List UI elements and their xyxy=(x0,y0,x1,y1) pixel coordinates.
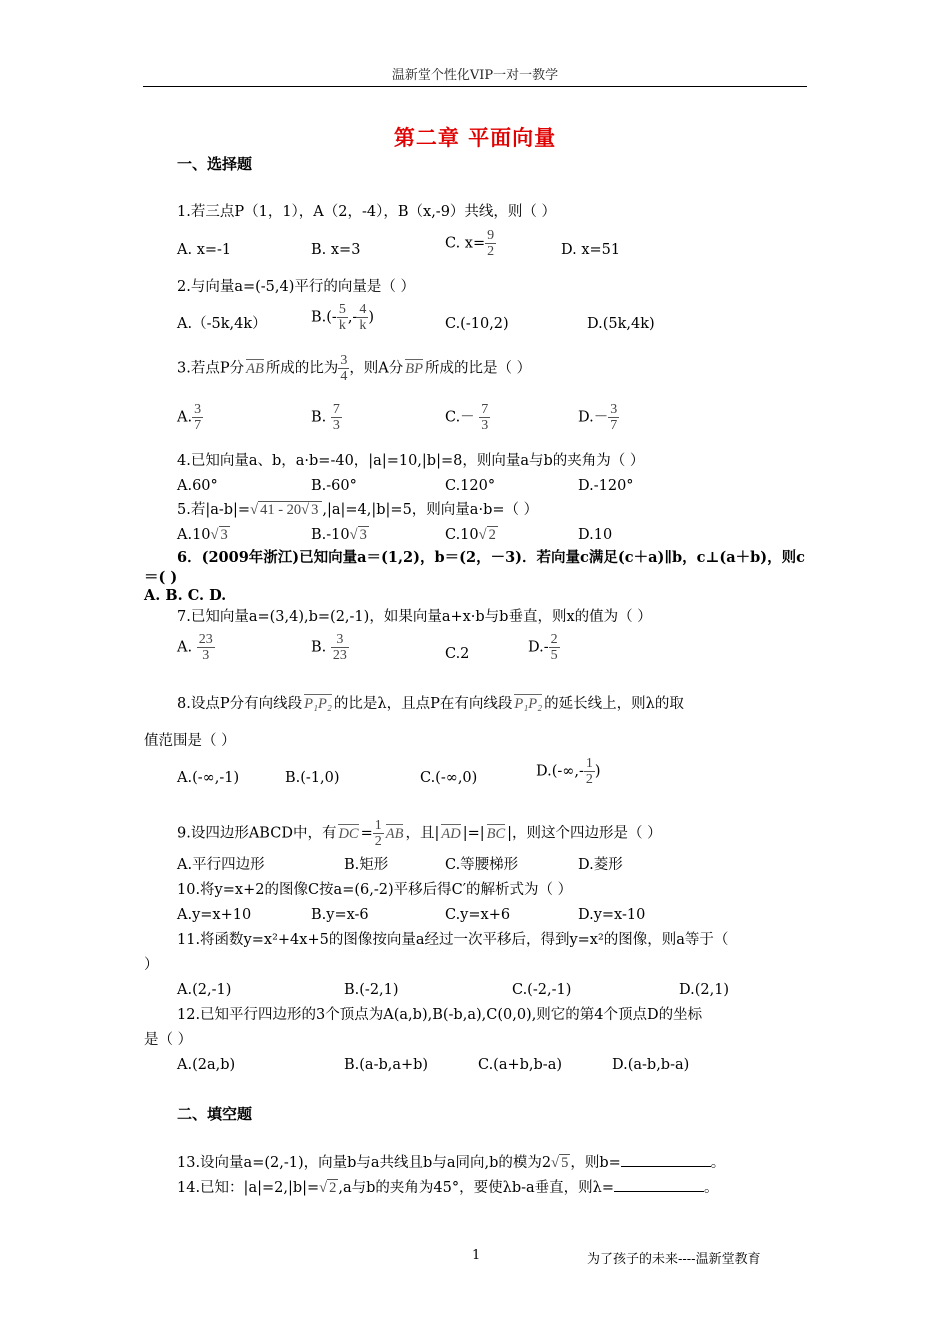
question-11: 11.将函数y=x²+4x+5的图像按向量a经过一次平移后，得到y=x²的图像，则a等于（ xyxy=(177,932,729,948)
q2-option-a: A.（-5k,4k） xyxy=(177,316,267,332)
q5-option-d: D.10 xyxy=(578,527,613,543)
q12-option-a: A.(2a,b) xyxy=(177,1057,236,1073)
q9-option-a: A.平行四边形 xyxy=(177,857,265,873)
q7-option-a: A. $\frac{23}{3}$ xyxy=(177,632,213,663)
q9-option-c: C.等腰梯形 xyxy=(445,857,519,873)
page-footer: 为了孩子的未来----温新堂教育 xyxy=(587,1252,761,1267)
question-6: 6．(2009年浙江)已知向量a＝(1,2)，b＝(2，－3)．若向量c满足(c＋a)∥b，c⊥(a＋b)，则c xyxy=(177,549,805,566)
q12-option-b: B.(a-b,a+b) xyxy=(344,1057,429,1073)
question-12-cont: 是（ ） xyxy=(144,1032,193,1048)
section-choice: 一、选择题 xyxy=(177,155,253,173)
question-13: 13.设向量a=(2,-1)，向量b与a共线且b与a同向,b的模为2√ 5 ，则b= 。 xyxy=(177,1152,725,1173)
q4-option-c: C.120° xyxy=(445,478,496,494)
question-10: 10.将y=x+2的图像C按a=(6,-2)平移后得C′的解析式为（ ） xyxy=(177,882,573,898)
question-6-cont: ＝( ) xyxy=(144,569,178,586)
question-14: 14.已知：|a|=2,|b|=√ 2 ,a与b的夹角为45°，要使λb-a垂直，则λ= 。 xyxy=(177,1177,718,1198)
q10-option-c: C.y=x+6 xyxy=(445,907,511,923)
section-fill-blank: 二、填空题 xyxy=(177,1105,253,1123)
q11-option-c: C.(-2,-1) xyxy=(512,982,572,998)
q13-answer-blank[interactable] xyxy=(621,1152,711,1167)
q8-option-d: D.(-∞,- $\frac{1}{2}$ ) xyxy=(536,756,601,787)
q3-option-a: A. $\frac{3}{7}$ xyxy=(177,402,202,433)
q5-option-a: A.10√ 3 xyxy=(177,527,228,543)
question-9: 9.设四边形ABCD中，有 DC = $\frac{1}{2}$ AB ，且| AD |=| BC |，则这个四边形是（ ） xyxy=(177,818,662,849)
q1-option-d: D. x=51 xyxy=(561,242,621,258)
header-divider xyxy=(143,86,807,87)
question-8-cont: 值范围是（ ） xyxy=(144,733,236,749)
q10-option-b: B.y=x-6 xyxy=(311,907,369,923)
q9-option-d: D.菱形 xyxy=(578,857,623,873)
question-2: 2.与向量a=(-5,4)平行的向量是（ ） xyxy=(177,279,416,295)
q5-option-c: C.10√ 2 xyxy=(445,527,496,543)
q4-option-b: B.-60° xyxy=(311,478,357,494)
question-11-cont: ） xyxy=(144,957,159,973)
q2-option-d: D.(5k,4k) xyxy=(587,316,655,332)
q12-option-d: D.(a-b,b-a) xyxy=(612,1057,690,1073)
q3-option-c: C.－ $\frac{7}{3}$ xyxy=(445,402,489,433)
q4-option-d: D.-120° xyxy=(578,478,634,494)
q2-option-b: B.(- $\frac{5}{k}$ ,- $\frac{4}{k}$ ) xyxy=(311,302,375,333)
question-8: 8.设点P分有向线段 P₁P₂ 的比是λ，且点P在有向线段 P₁P₂ 的延长线上，则λ的取 xyxy=(177,696,684,712)
q3-option-d: D.－ $\frac{3}{7}$ xyxy=(578,402,618,433)
question-3: 3.若点P分 AB 所成的比为 $\frac{3}{4}$ ，则A分 BP 所成的比是（ ） xyxy=(177,353,532,384)
chapter-title: 第二章 平面向量 xyxy=(393,125,557,150)
q9-option-b: B.矩形 xyxy=(344,857,389,873)
q7-option-c: C.2 xyxy=(445,646,470,662)
page-number: 1 xyxy=(472,1248,481,1263)
q5-option-b: B.-10√ 3 xyxy=(311,527,367,543)
q1-option-c: C. x= $\frac{9}{2}$ xyxy=(445,228,495,259)
q7-option-b: B. $\frac{3}{23}$ xyxy=(311,632,347,663)
q7-option-d: D.- $\frac{2}{5}$ xyxy=(528,632,558,663)
q11-option-a: A.(2,-1) xyxy=(177,982,232,998)
q10-option-d: D.y=x-10 xyxy=(578,907,646,923)
q11-option-d: D.(2,1) xyxy=(679,982,730,998)
q12-option-c: C.(a+b,b-a) xyxy=(478,1057,563,1073)
q11-option-b: B.(-2,1) xyxy=(344,982,399,998)
q8-option-c: C.(-∞,0) xyxy=(420,770,478,786)
question-12: 12.已知平行四边形的3个顶点为A(a,b),B(-b,a),C(0,0),则它的第4个顶点D的坐标 xyxy=(177,1007,703,1023)
q4-option-a: A.60° xyxy=(177,478,218,494)
page-header: 温新堂个性化VIP一对一教学 xyxy=(391,68,559,83)
q2-option-c: C.(-10,2) xyxy=(445,316,509,332)
q3-option-b: B. $\frac{7}{3}$ xyxy=(311,402,340,433)
q1-option-a: A. x=-1 xyxy=(177,242,232,258)
q10-option-a: A.y=x+10 xyxy=(177,907,252,923)
q8-option-a: A.(-∞,-1) xyxy=(177,770,240,786)
question-1: 1.若三点P（1，1），A（2，-4），B（x,-9）共线，则（ ） xyxy=(177,204,557,220)
q14-answer-blank[interactable] xyxy=(614,1177,704,1192)
q6-options: A. B. C. D. xyxy=(144,587,227,604)
q1-option-b: B. x=3 xyxy=(311,242,361,258)
question-4: 4.已知向量a、b，a·b=-40，|a|=10,|b|=8，则向量a与b的夹角为（ ） xyxy=(177,453,645,469)
question-7: 7.已知向量a=(3,4),b=(2,-1)，如果向量a+x·b与b垂直，则x的值为（ ） xyxy=(177,609,652,625)
q8-option-b: B.(-1,0) xyxy=(285,770,340,786)
question-5: 5.若|a-b|=√ 41 - 20√ 3 ,|a|=4,|b|=5，则向量a·b=（ ） xyxy=(177,502,539,518)
